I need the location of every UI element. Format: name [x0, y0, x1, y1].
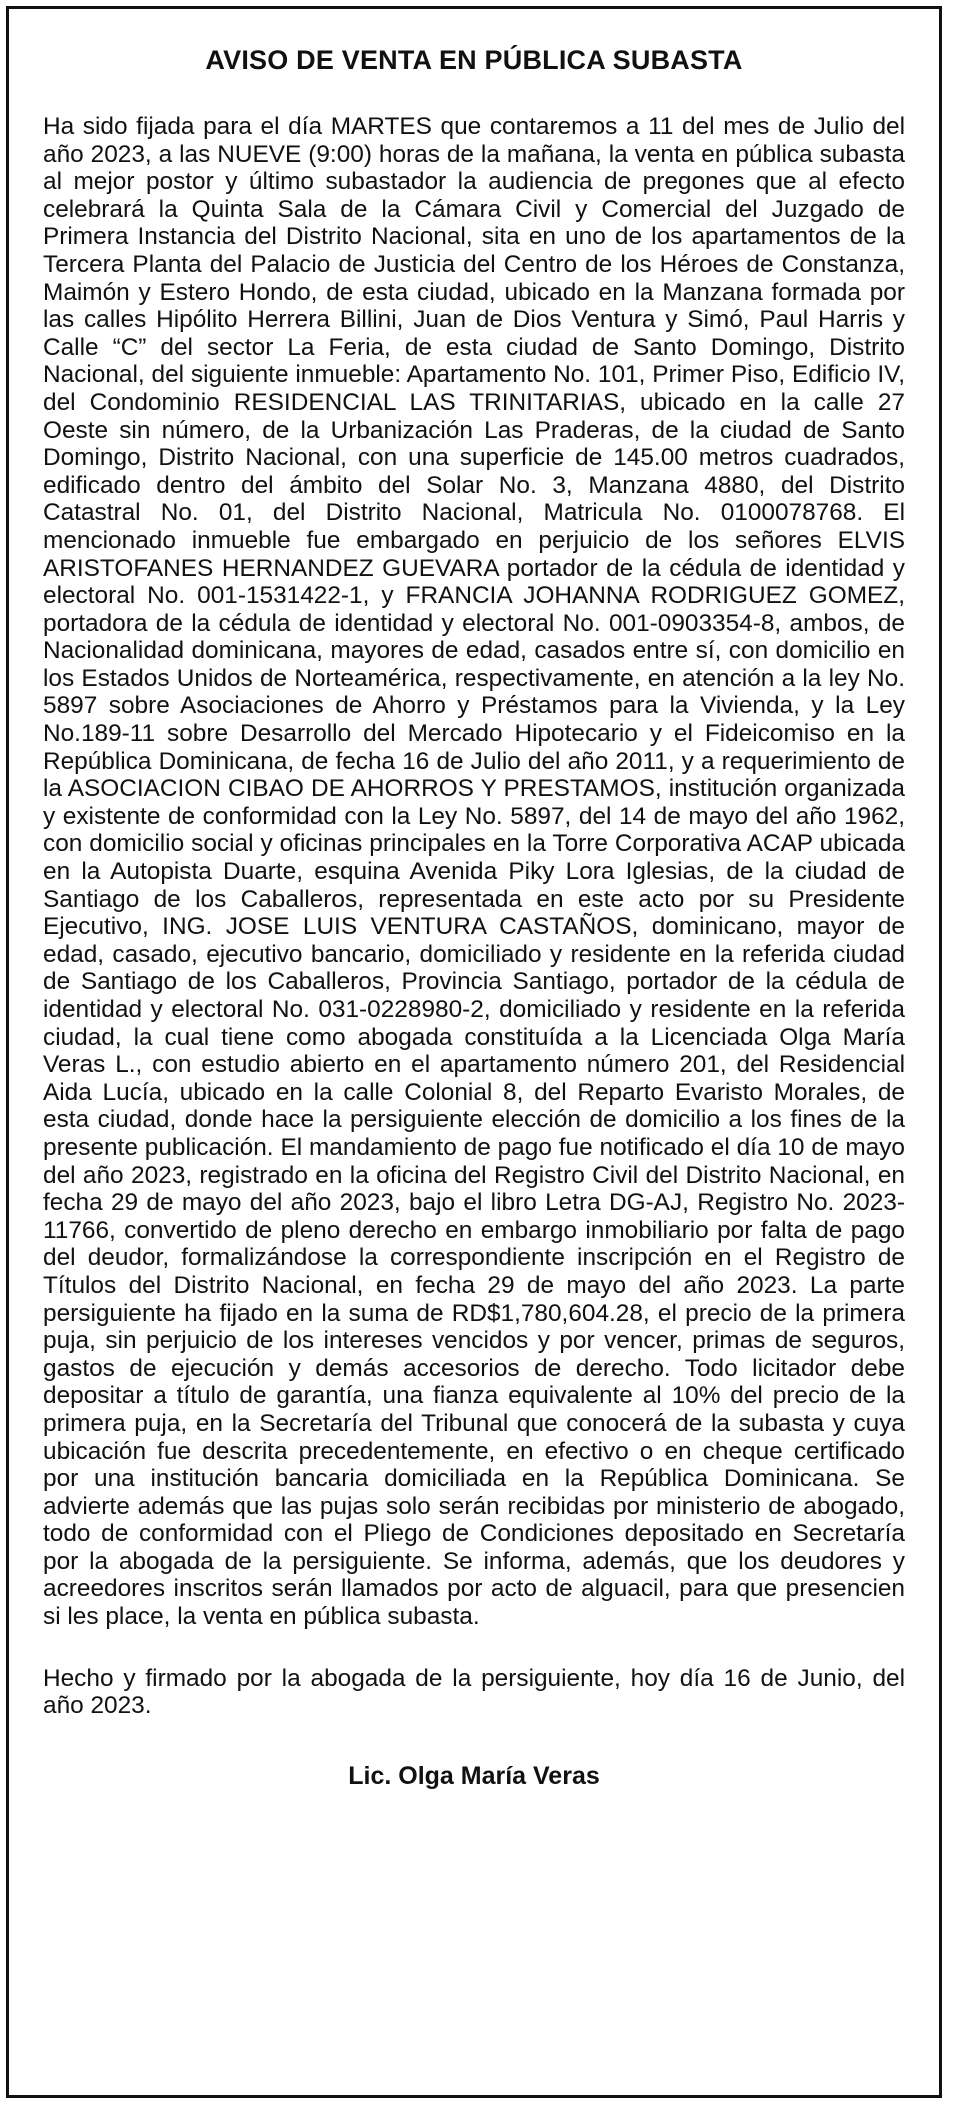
legal-notice: [6, 6, 942, 2098]
notice-closing: Hecho y firmado por la abogada de la persiguiente, hoy día 16 de Junio, del año 2023.: [43, 1664, 905, 1720]
notice-body: Ha sido fijada para el día MARTES que contaremos a 11 del mes de Julio del año 2023, a las NUEVE (9:00) horas de la mañana, la venta en pública subasta al mejor postor y último subastador la audiencia de pregones que al efecto celebrará la Quinta Sala de la Cámara Civil y Comercial del Juzgado de Primera Instancia del Distrito Nacional, sita en uno de los apartamentos de la Tercera Planta del Palacio de Justicia del Centro de los Héroes de Constanza, Maimón y Estero Hondo, de esta ciudad, ubicado en la Manzana formada por las calles Hipólito Herrera Billini, Juan de Dios Ventura y Simó, Paul Harris y Calle “C” del sector La Feria, de esta ciudad de Santo Domingo, Distrito Nacional, del siguiente inmueble: Apartamento No. 101, Primer Piso, Edificio IV, del Condominio RESIDENCIAL LAS TRINITARIAS, ubicado en la calle 27 Oeste sin número, de la Urbanización Las Praderas, de la ciudad de Santo Domingo, Distrito Nacional, con una superficie de 145.00 metros cuadrados, edificado dentro del ámbito del Solar No. 3, Manzana 4880, del Distrito Catastral No. 01, del Distrito Nacional, Matricula No. 0100078768. El mencionado inmueble fue embargado en perjuicio de los señores ELVIS ARISTOFANES HERNANDEZ GUEVARA portador de la cédula de identidad y electoral No. 001-1531422-1, y FRANCIA JOHANNA RODRIGUEZ GOMEZ, portadora de la cédula de identidad y electoral No. 001-0903354-8, ambos, de Nacionalidad dominicana, mayores de edad, casados entre sí, con domicilio en los Estados Unidos de Norteamérica, respectivamente, en atención a la ley No. 5897 sobre Asociaciones de Ahorro y Préstamos para la Vivienda, y la Ley No.189-11 sobre Desarrollo del Mercado Hipotecario y el Fideicomiso en la República Dominicana, de fecha 16 de Julio del año 2011, y a requerimiento de la ASOCIACION CIBAO DE AHORROS Y PRESTAMOS, institución organizada y existente de conformidad con la Ley No. 5897, del 14 de mayo del año 1962, con domicilio social y oficinas principales en la Torre Corporativa ACAP ubicada en la Autopista Duarte, esquina Avenida Piky Lora Iglesias, de la ciudad de Santiago de los Caballeros, representada en este acto por su Presidente Ejecutivo, ING. JOSE LUIS VENTURA CASTAÑOS, dominicano, mayor de edad, casado, ejecutivo bancario, domiciliado y residente en la referida ciudad de Santiago de los Caballeros, Provincia Santiago, portador de la cédula de identidad y electoral No. 031-0228980-2, domiciliado y residente en la referida ciudad, la cual tiene como abogada constituída a la Licenciada Olga María Veras L., con estudio abierto en el apartamento número 201, del Residencial Aida Lucía, ubicado en la calle Colonial 8, del Reparto Evaristo Morales, de esta ciudad, donde hace la persiguiente elección de domicilio a los fines de la presente publicación. El mandamiento de pago fue notificado el día 10 de mayo del año 2023, registrado en la oficina del Registro Civil del Distrito Nacional, en fecha 29 de mayo del año 2023, bajo el libro Letra DG-AJ, Registro No. 2023-11766, convertido de pleno derecho en embargo inmobiliario por falta de pago del deudor, formalizándose la correspondiente inscripción en el Registro de Títulos del Distrito Nacional, en fecha 29 de mayo del año 2023. La parte persiguiente ha fijado en la suma de RD$1,780,604.28, el precio de la primera puja, sin perjuicio de los intereses vencidos y por vencer, primas de seguros, gastos de ejecución y demás accesorios de derecho. Todo licitador debe depositar a título de garantía, una fianza equivalente al 10% del precio de la primera puja, en la Secretaría del Tribunal que conocerá de la subasta y cuya ubicación fue descrita precedentemente, en efectivo o en cheque certificado por una institución bancaria domiciliada en la República Dominicana. Se advierte además que las pujas solo serán recibidas por ministerio de abogado, todo de conformidad con el Pliego de Condiciones depositado en Secretaría por la abogada de la persiguiente. Se informa, además, que los deudores y acreedores inscritos serán llamados por acto de alguacil, para que presencien si les place, la venta en pública subasta.: [43, 113, 905, 1631]
notice-signature: Lic. Olga María Veras: [348, 1761, 600, 1790]
notice-title: AVISO DE VENTA EN PÚBLICA SUBASTA: [205, 45, 743, 75]
